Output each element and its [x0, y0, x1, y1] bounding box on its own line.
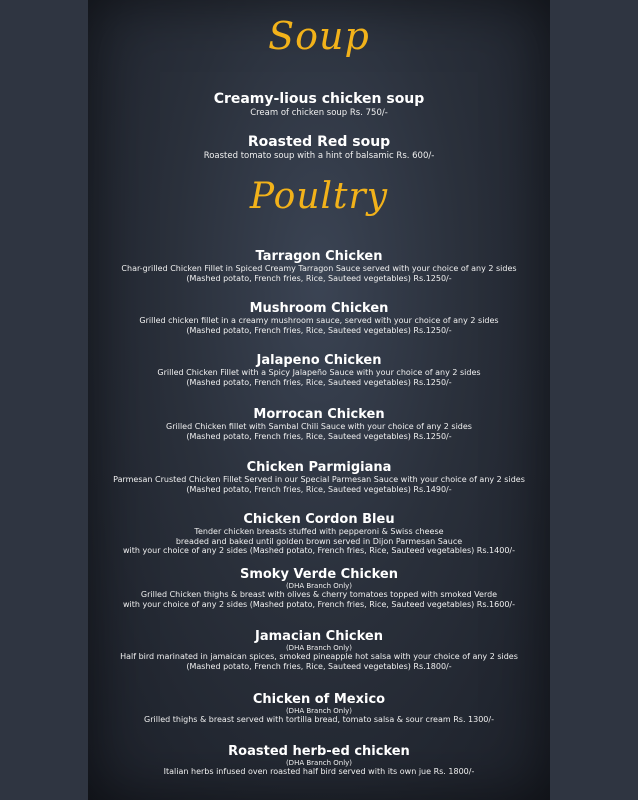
item-desc: breaded and baked until golden brown served in Dijon Parmesan Sauce [175, 536, 463, 546]
menu-item [88, 512, 550, 556]
item-desc: Grilled thighs & breast served with tortilla bread, tomato salsa & sour cream Rs. 1300/- [144, 715, 494, 724]
soup-heading: Soup [268, 14, 370, 58]
item-name: Smoky Verde Chicken [239, 567, 399, 582]
item-desc: Tender chicken breasts stuffed with pepperoni & Swiss cheese [194, 527, 444, 536]
menu-page [88, 0, 550, 800]
item-name: Roasted herb-ed chicken [228, 744, 410, 759]
item-desc: Roasted tomato soup with a hint of balsamic Rs. 600/- [203, 151, 435, 161]
menu-item [88, 629, 550, 671]
item-desc: Grilled Chicken fillet with Sambal Chili Sauce with your choice of any 2 sides [166, 422, 472, 431]
item-desc: Half bird marinated in jamaican spices, smoked pineapple hot salsa with your choice of any 2 sides [120, 652, 518, 661]
item-name: Tarragon Chicken [255, 249, 383, 264]
item-name: Chicken Cordon Bleu [243, 512, 395, 527]
menu-item [88, 567, 550, 609]
item-desc: Char-grilled Chicken Fillet in Spiced Creamy Tarragon Sauce served with your choice of any 2 sides [121, 264, 517, 273]
item-name: Jamacian Chicken [255, 629, 383, 644]
menu-item [88, 353, 550, 387]
menu-item [88, 744, 550, 777]
item-desc: Grilled chicken fillet in a creamy mushroom sauce, served with your choice of any 2 sides [139, 316, 499, 325]
right-margin [550, 0, 638, 800]
item-desc: (Mashed potato, French fries, Rice, Sauteed vegetables) Rs.1250/- [186, 325, 452, 335]
menu-item [88, 460, 550, 494]
left-margin [0, 0, 88, 800]
item-desc: (Mashed potato, French fries, Rice, Sauteed vegetables) Rs.1250/- [186, 377, 452, 387]
item-desc: Grilled Chicken thighs & breast with olives & cherry tomatoes topped with smoked Verde [140, 590, 498, 599]
item-desc: (Mashed potato, French fries, Rice, Sauteed vegetables) Rs.1250/- [186, 273, 452, 283]
item-desc: (Mashed potato, French fries, Rice, Sauteed vegetables) Rs.1250/- [186, 431, 452, 441]
item-desc: Cream of chicken soup Rs. 750/- [250, 108, 388, 118]
branch-note: (DHA Branch Only) [285, 707, 353, 715]
item-desc: Grilled Chicken Fillet with a Spicy Jalapeño Sauce with your choice of any 2 sides [157, 368, 481, 377]
menu-item [88, 91, 550, 118]
item-desc: Italian herbs infused oven roasted half bird served with its own jue Rs. 1800/- [163, 767, 475, 776]
item-desc: with your choice of any 2 sides (Mashed potato, French fries, Rice, Sauteed vegetables) Rs.1600/- [122, 599, 515, 609]
item-name: Chicken of Mexico [252, 692, 386, 707]
item-name: Morrocan Chicken [253, 407, 385, 422]
item-desc: (Mashed potato, French fries, Rice, Sauteed vegetables) Rs.1800/- [186, 661, 452, 671]
item-name: Jalapeno Chicken [256, 353, 382, 368]
menu-item [88, 407, 550, 441]
branch-note: (DHA Branch Only) [285, 582, 353, 590]
item-name: Creamy-lious chicken soup [213, 91, 425, 107]
poultry-heading: Poultry [249, 176, 389, 217]
item-name: Chicken Parmigiana [246, 460, 392, 475]
menu-item [88, 134, 550, 161]
item-desc: (Mashed potato, French fries, Rice, Sauteed vegetables) Rs.1490/- [186, 484, 452, 494]
branch-note: (DHA Branch Only) [285, 759, 353, 767]
menu-item [88, 301, 550, 335]
branch-note: (DHA Branch Only) [285, 644, 353, 652]
menu-item [88, 692, 550, 725]
item-name: Roasted Red soup [247, 134, 391, 150]
item-desc: Parmesan Crusted Chicken Fillet Served in our Special Parmesan Sauce with your choice of any 2 sides [113, 475, 525, 484]
item-name: Mushroom Chicken [249, 301, 389, 316]
menu-item [88, 249, 550, 283]
item-desc: with your choice of any 2 sides (Mashed potato, French fries, Rice, Sauteed vegetables) Rs.1400/- [122, 546, 515, 555]
